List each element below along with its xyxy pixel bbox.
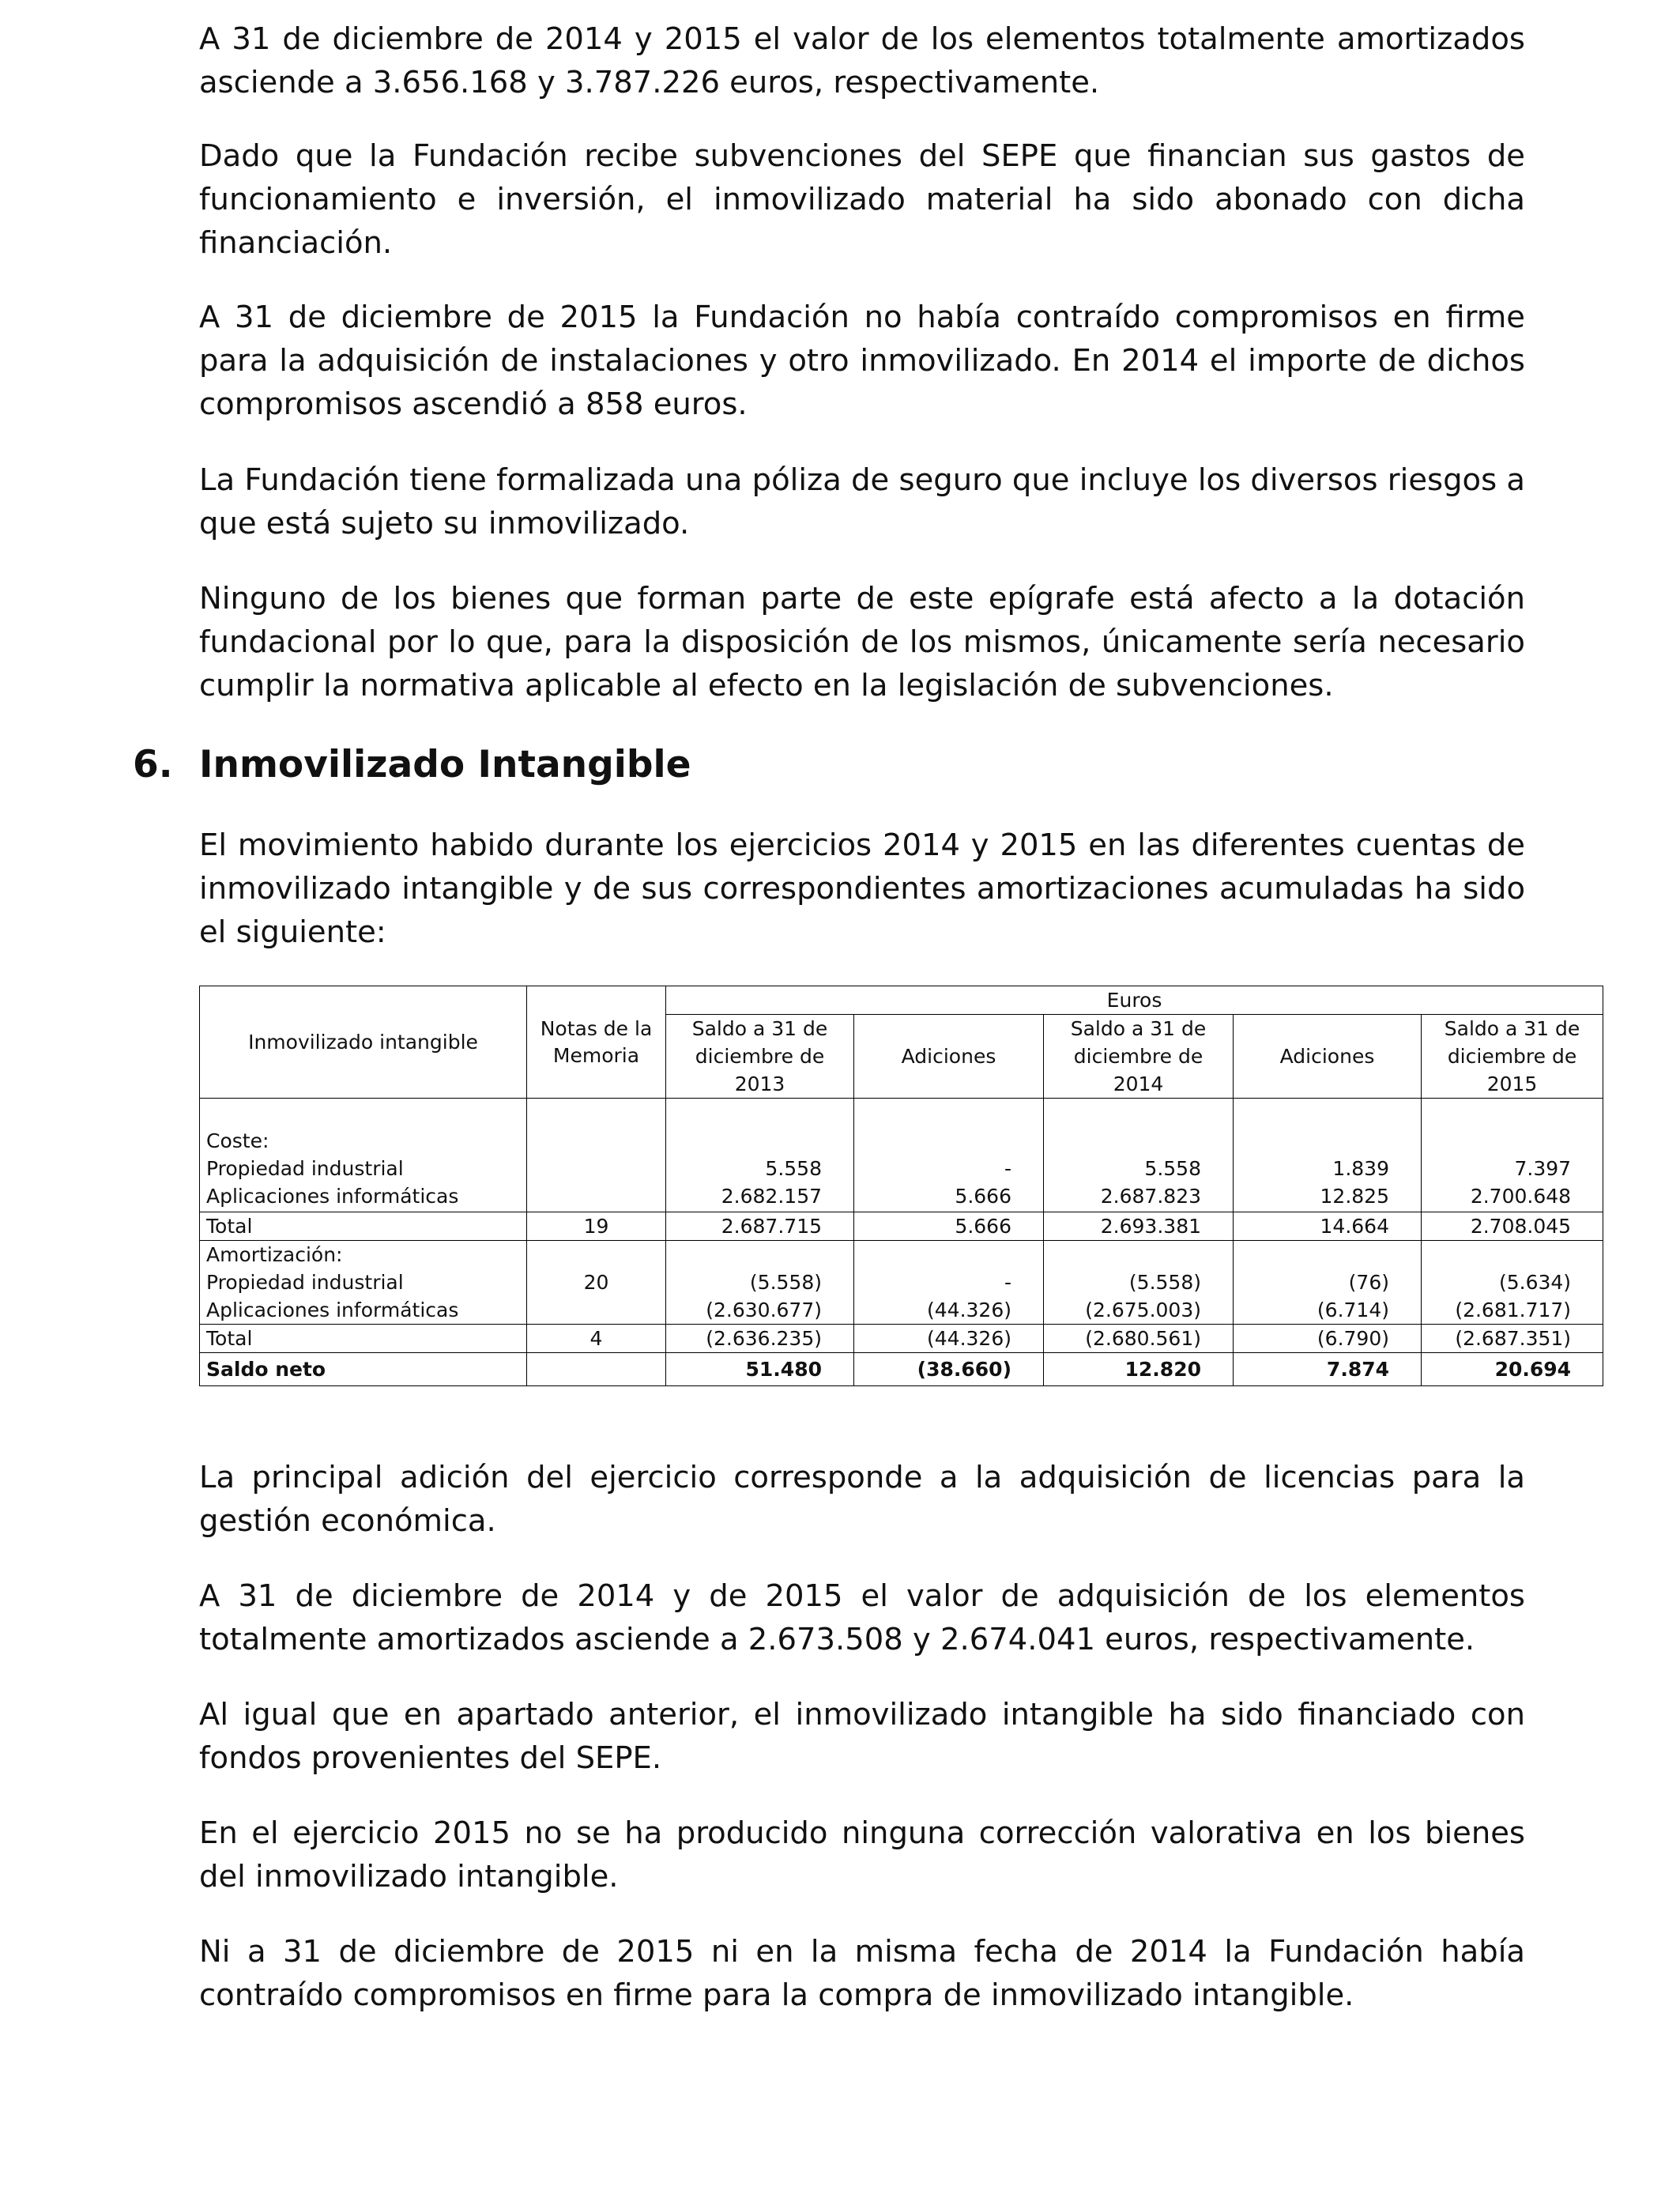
total-amort-value: (2.680.561): [1044, 1325, 1234, 1353]
saldo-neto-value: (38.660): [854, 1353, 1044, 1386]
table-row-total-amortizacion: [200, 1325, 1603, 1353]
header-notas-memoria: Notas de la Memoria: [527, 986, 666, 1099]
coste-adiciones-2015: 1.839 12.825: [1234, 1099, 1422, 1212]
paragraph-financiado-sepe: Al igual que en apartado anterior, el inmovilizado intangible ha sido financiado con fondos provenientes del SEPE.: [199, 1697, 1525, 1776]
section-number: 6.: [133, 743, 173, 786]
amortizacion-nota: 20: [527, 1241, 666, 1325]
coste-saldo-2014: 5.558 2.687.823: [1044, 1099, 1234, 1212]
amortizacion-labels: Amortización: Propiedad industrial Aplicaciones informáticas: [200, 1241, 527, 1325]
paragraph-compromisos-intangible: Ni a 31 de diciembre de 2015 ni en la misma fecha de 2014 la Fundación había contraído compromisos en firme para la compra de inmovilizado intangible.: [199, 1934, 1525, 2013]
saldo-neto-value: 51.480: [666, 1353, 854, 1386]
coste-adiciones-2014: - 5.666: [854, 1099, 1044, 1212]
total-coste-value: 14.664: [1234, 1212, 1422, 1241]
intangible-assets-table: [199, 986, 1603, 1386]
total-coste-label: Total: [200, 1212, 527, 1241]
header-adiciones-2014: Adiciones: [854, 1015, 1044, 1099]
table-row-total-coste: [200, 1212, 1603, 1241]
total-amort-value: (6.790): [1234, 1325, 1422, 1353]
total-coste-value: 5.666: [854, 1212, 1044, 1241]
paragraph-subvenciones-sepe: Dado que la Fundación recibe subvenciones del SEPE que financian sus gastos de funcionamiento e inversión, el inmovilizado material ha sido abonado con dicha financiación.: [199, 138, 1525, 261]
amortizacion-adiciones-2015: (76) (6.714): [1234, 1241, 1422, 1325]
table-row-amortizacion: [200, 1241, 1603, 1325]
paragraph-amortizados-intangible: A 31 de diciembre de 2014 y de 2015 el valor de adquisición de los elementos totalmente amortizados asciende a 2.673.508 y 2.674.041 euros, respectivamente.: [199, 1578, 1525, 1657]
saldo-neto-label: Saldo neto: [200, 1353, 527, 1386]
paragraph-intro-table: El movimiento habido durante los ejercicios 2014 y 2015 en las diferentes cuentas de inmovilizado intangible y de sus correspondientes amortizaciones acumuladas ha sido el siguiente:: [199, 827, 1525, 950]
amortizacion-saldo-2013: (5.558) (2.630.677): [666, 1241, 854, 1325]
coste-saldo-2013: 5.558 2.682.157: [666, 1099, 854, 1212]
amortizacion-adiciones-2014: - (44.326): [854, 1241, 1044, 1325]
total-amort-label: Total: [200, 1325, 527, 1353]
saldo-neto-value: 20.694: [1422, 1353, 1603, 1386]
total-amort-value: (2.636.235): [666, 1325, 854, 1353]
total-amort-value: (2.687.351): [1422, 1325, 1603, 1353]
amortizacion-saldo-2015: (5.634) (2.681.717): [1422, 1241, 1603, 1325]
section-heading: [133, 741, 691, 789]
paragraph-compromisos-material: A 31 de diciembre de 2015 la Fundación no había contraído compromisos en firme para la adquisición de instalaciones y otro inmovilizado. En 2014 el importe de dichos compromisos ascendió a 858 euros.: [199, 300, 1525, 422]
header-euros: Euros: [666, 986, 1603, 1015]
table-row-coste: [200, 1099, 1603, 1212]
total-coste-value: 2.693.381: [1044, 1212, 1234, 1241]
table-row-saldo-neto: [200, 1353, 1603, 1386]
paragraph-dotacion-fundacional: Ninguno de los bienes que forman parte de este epígrafe está afecto a la dotación fundacional por lo que, para la disposición de los mismos, únicamente sería necesario cumplir la normativa aplicable al efecto en la legislación de subvenciones.: [199, 581, 1525, 703]
total-amort-value: (44.326): [854, 1325, 1044, 1353]
section-title: Inmovilizado Intangible: [199, 743, 691, 786]
total-coste-nota: 19: [527, 1212, 666, 1241]
paragraph-poliza-seguro: La Fundación tiene formalizada una póliza de seguro que incluye los diversos riesgos a que está sujeto su inmovilizado.: [199, 462, 1525, 541]
saldo-neto-value: 12.820: [1044, 1353, 1234, 1386]
saldo-neto-nota: [527, 1353, 666, 1386]
total-amort-nota: 4: [527, 1325, 666, 1353]
header-adiciones-2015: Adiciones: [1234, 1015, 1422, 1099]
coste-labels: Coste: Propiedad industrial Aplicaciones informáticas: [200, 1099, 527, 1212]
saldo-neto-value: 7.874: [1234, 1353, 1422, 1386]
coste-saldo-2015: 7.397 2.700.648: [1422, 1099, 1603, 1212]
total-coste-value: 2.708.045: [1422, 1212, 1603, 1241]
header-saldo-2014: Saldo a 31 de diciembre de 2014: [1044, 1015, 1234, 1099]
header-inmovilizado-intangible: Inmovilizado intangible: [200, 986, 527, 1099]
coste-nota: [527, 1099, 666, 1212]
paragraph-amortizados-material: A 31 de diciembre de 2014 y 2015 el valor de los elementos totalmente amortizados asciende a 3.656.168 y 3.787.226 euros, respectivamente.: [199, 21, 1525, 100]
paragraph-correccion-valorativa: En el ejercicio 2015 no se ha producido ninguna corrección valorativa en los bienes del inmovilizado intangible.: [199, 1815, 1525, 1894]
paragraph-principal-adicion: La principal adición del ejercicio corresponde a la adquisición de licencias para la gestión económica.: [199, 1460, 1525, 1539]
header-saldo-2013: Saldo a 31 de diciembre de 2013: [666, 1015, 854, 1099]
amortizacion-saldo-2014: (5.558) (2.675.003): [1044, 1241, 1234, 1325]
total-coste-value: 2.687.715: [666, 1212, 854, 1241]
header-saldo-2015: Saldo a 31 de diciembre de 2015: [1422, 1015, 1603, 1099]
